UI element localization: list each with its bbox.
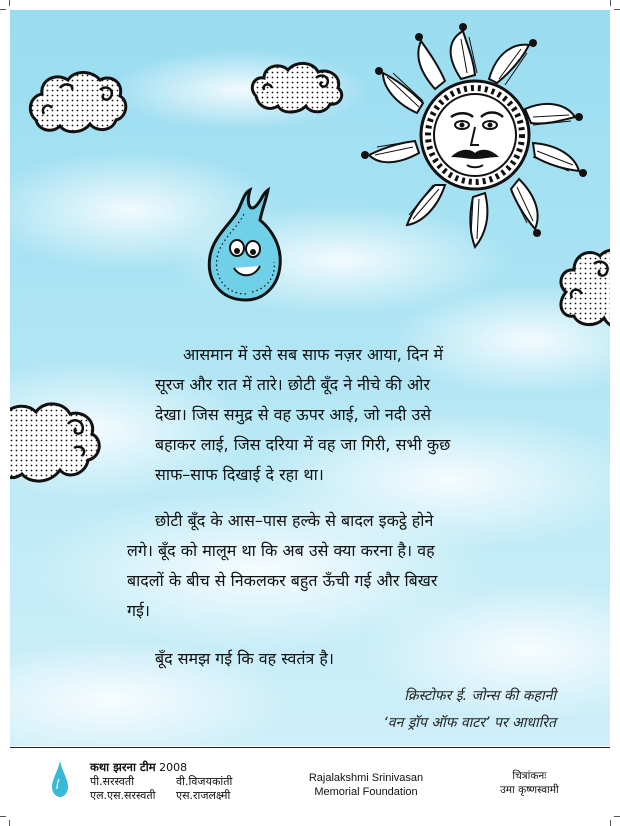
water-drop-logo-icon [52,761,68,797]
team-row [90,789,232,803]
story-line: देखा। जिस समुद्र से वह ऊपर आई, जो नदी उसे [155,405,432,424]
story-credit [383,686,556,732]
credit-line-2: ‘वन ड्रॉप ऑफ वाटर’ पर आधारित [383,715,556,731]
doodle-cloud-icon [252,63,341,112]
story-line: बूँद समझ गई कि वह स्वतंत्र है। [155,649,334,668]
illustrator-name: उमा कृष्णस्वामी [500,784,559,796]
team-year: 2008 [159,761,188,774]
story-line: बहाकर लाई, जिस दरिया में वह जा गिरी, सभी कुछ [155,435,451,454]
illustrator-label: चित्रांकनः [512,770,547,782]
footer [10,749,610,819]
credit-line-1: क्रिस्टोफर ई. जोन्स की कहानी [404,688,556,704]
foundation-line: Memorial Foundation [314,786,418,798]
crop-mark [614,816,620,817]
crop-mark [0,9,6,10]
story-line: आसमान में उसे सब साफ नज़र आया, दिन में [183,345,444,364]
sky-background [10,10,610,746]
story-line: गई। [127,601,150,620]
team-member: एल.एस.सरस्वती [90,789,156,802]
team-title: कथा झरना टीम [90,760,156,774]
team-member: एस.राजलक्ष्मी [176,789,231,802]
foundation-name [296,771,436,799]
crop-mark [9,0,10,6]
crop-mark [614,9,620,10]
team-credits [90,760,232,803]
team-member: वी.विजयकांती [176,775,233,788]
illustrator-credit [500,769,559,797]
story-line: सूरज और रात में तारे। छोटी बूँद ने नीचे की ओर [155,375,430,394]
story-line: छोटी बूँद के आस–पास हल्के से बादल इकट्ठे होने [155,511,434,530]
story-line: बादलों के बीच से निकलकर बहुत ऊँची गई और बिखर [127,571,438,590]
story-paragraph-1 [127,340,569,490]
crop-mark [610,820,611,826]
story-paragraph-2 [127,506,569,626]
story-line: लगे। बूँद को मालूम था कि अब उसे क्या करना है। वह [127,541,435,560]
team-row [90,775,232,789]
doodle-cloud-icon [30,73,125,132]
foundation-line: Rajalakshmi Srinivasan [308,772,424,784]
story-paragraph-3 [127,644,569,674]
footer-divider [10,747,610,748]
doodle-cloud-icon [561,250,610,327]
team-member: पी.सरस्वती [90,775,135,788]
crop-mark [610,0,611,6]
crop-mark [0,816,6,817]
story-line: साफ–साफ दिखाई दे रहा था। [155,465,324,484]
crop-mark [9,820,10,826]
